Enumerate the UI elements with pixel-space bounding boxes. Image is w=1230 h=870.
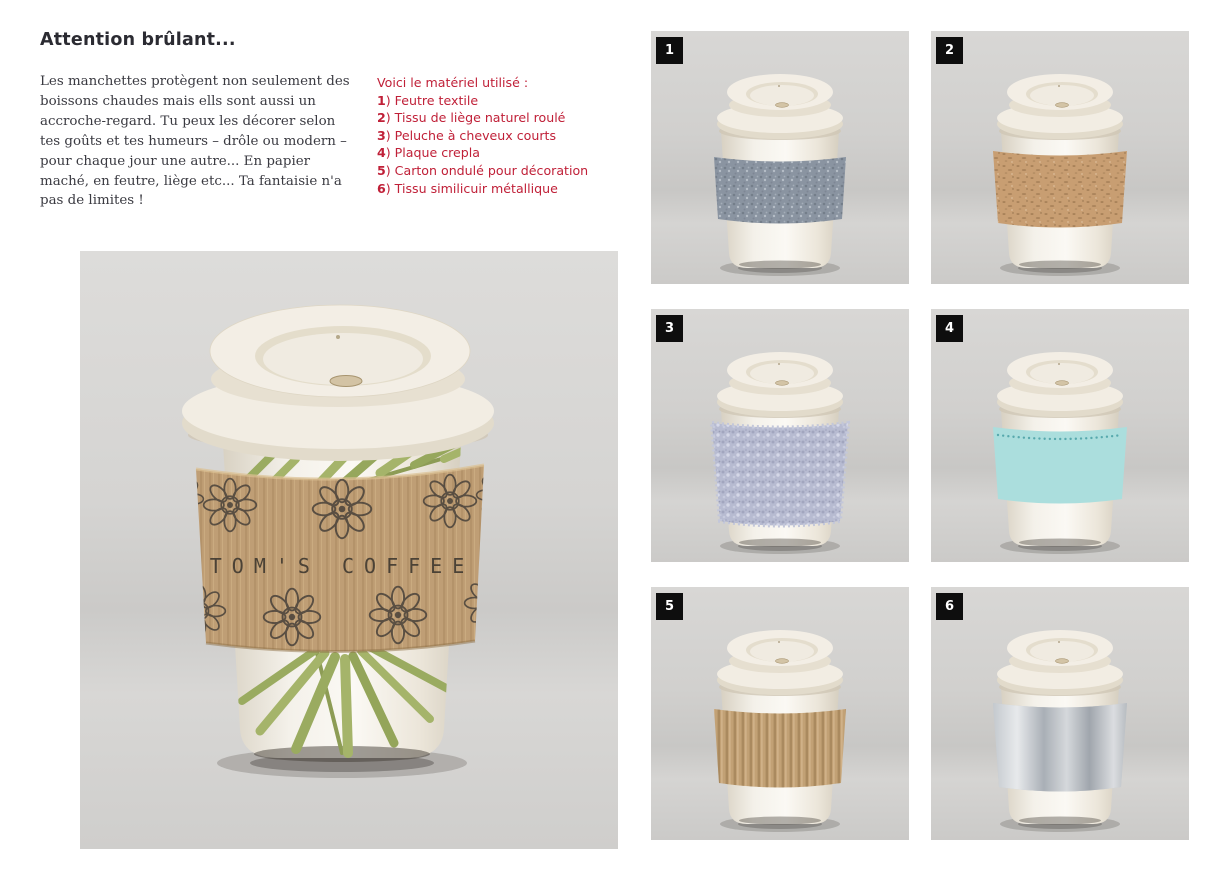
cup-lid (182, 305, 494, 461)
materials-list (377, 74, 662, 197)
material-item-5: 5) Carton ondulé pour décoration (377, 162, 589, 178)
cork-sleeve (993, 151, 1127, 228)
material-item-2: 2) Tissu de liège naturel roulé (377, 110, 566, 126)
material-item-4: 4) Plaque crepla (377, 145, 481, 161)
material-item-3: 3) Peluche à cheveux courts (377, 127, 557, 143)
cup-lid (997, 352, 1123, 418)
corrugated-sleeve (714, 709, 846, 788)
cup-crepla-illustration (931, 309, 1189, 562)
cup-cork-illustration (931, 31, 1189, 284)
cup-metallic-illustration (931, 587, 1189, 840)
photo-number-badge-2: 2 (936, 37, 963, 64)
material-item-1: 1) Feutre textile (377, 92, 479, 108)
hero-cup-illustration (80, 251, 618, 849)
cup-lid (717, 630, 843, 696)
photo-number-badge-4: 4 (936, 315, 963, 342)
material-item-6: 6) Tissu similicuir métallique (377, 180, 558, 196)
material-photo-3-plush (651, 309, 909, 562)
cup-felt-illustration (651, 31, 909, 284)
cup-corrugated-illustration (651, 587, 909, 840)
material-photo-5-corrugated (651, 587, 909, 840)
materials-photo-grid (651, 31, 1189, 840)
cup-lid (997, 74, 1123, 140)
cup-plush-illustration (651, 309, 909, 562)
materials-heading: Voici le matériel utilisé : (377, 75, 529, 90)
intro-paragraph: Les manchettes protègent non seulement des boissons chaudes mais ells sont aussi un accroche-regard. Tu peux les décorer selon tes goûts et tes humeurs – drôle ou modern – pour chaque jour une autre... En papier maché, en feutre, liège etc... Ta fantaisie n'a pas de limites ! (40, 74, 350, 209)
felt-sleeve (714, 157, 846, 224)
material-photo-2-cork (931, 31, 1189, 284)
crepla-sleeve (993, 427, 1127, 504)
material-photo-4-crepla (931, 309, 1189, 562)
photo-number-badge-1: 1 (656, 37, 683, 64)
material-photo-1-felt (651, 31, 909, 284)
main-photo-toms-coffee-cup (80, 251, 618, 849)
cup-lid (717, 352, 843, 418)
cup-lid (997, 630, 1123, 696)
brand-text: TOM'S COFFEE (209, 554, 475, 578)
photo-number-badge-3: 3 (656, 315, 683, 342)
photo-number-badge-6: 6 (936, 593, 963, 620)
photo-number-badge-5: 5 (656, 593, 683, 620)
metallic-sleeve (993, 703, 1127, 792)
material-photo-6-metallic (931, 587, 1189, 840)
cup-lid (717, 74, 843, 140)
page-title: Attention brûlant... (40, 30, 236, 50)
plush-sleeve (712, 423, 848, 526)
